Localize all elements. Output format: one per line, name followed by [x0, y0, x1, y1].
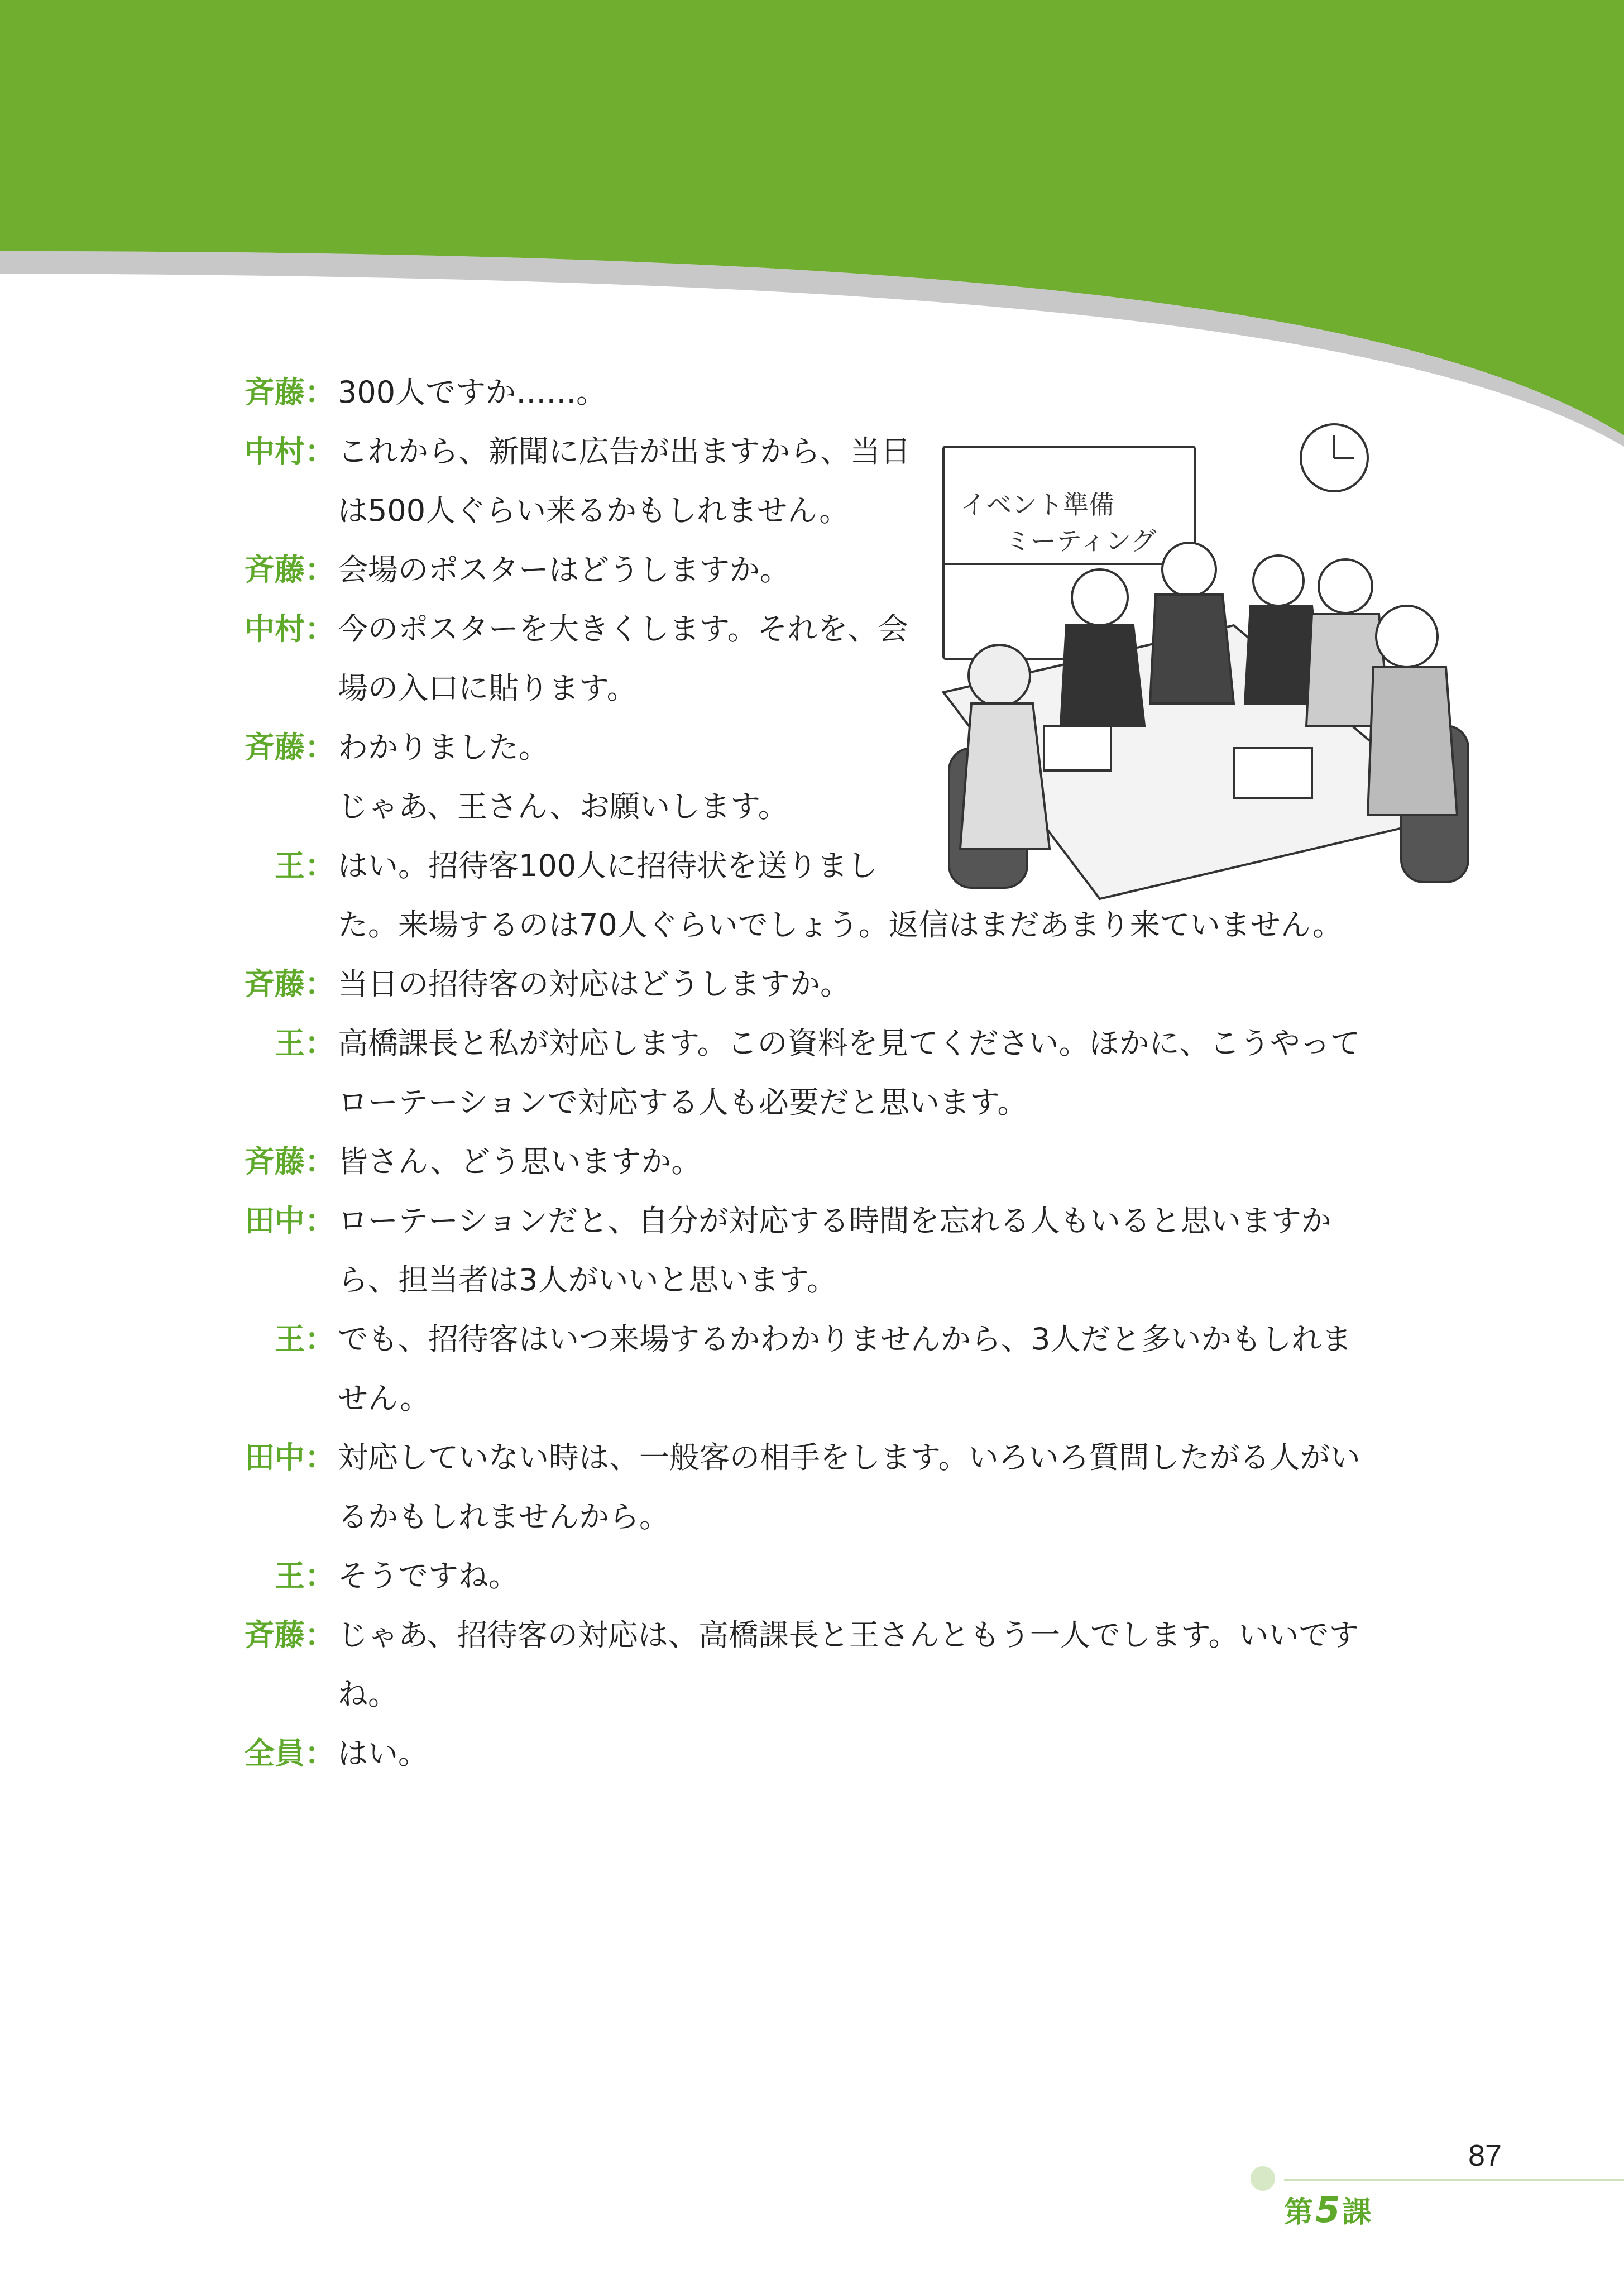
board-title: イベント準備 — [960, 490, 1114, 520]
dialogue-text: 会場のポスターはどうしますか。 — [338, 552, 790, 587]
dialogue-text: 対応していない時は、一般客の相手をします。いろいろ質問したがる人がい — [338, 1440, 1360, 1475]
dialogue-text: ね。 — [338, 1677, 398, 1712]
speaker-name: 中村： — [245, 611, 335, 647]
dialogue-text: じゃあ、招待客の対応は、高橋課長と王さんともう一人でします。いいです — [338, 1617, 1359, 1653]
dialogue-text: 300人ですか……。 — [338, 375, 607, 410]
speaker-name: 斉藤： — [245, 1144, 335, 1179]
dialogue-text: るかもしれませんから。 — [338, 1499, 669, 1534]
dialogue-text: ローテーションで対応する人も必要だと思います。 — [338, 1085, 1028, 1120]
board-subtitle: ミーティング — [1005, 526, 1157, 556]
dialogue-text: せん。 — [338, 1381, 430, 1416]
dialogue-text: はい。招待客100人に招待状を送りまし — [338, 848, 878, 883]
dialogue-text: でも、招待客はいつ来場するかわかりませんから、3人だと多いかもしれま — [338, 1322, 1352, 1357]
speaker-name: 田中： — [245, 1203, 335, 1238]
dialogue-text: 皆さん、どう思いますか。 — [338, 1144, 702, 1179]
footer-dot — [1251, 2166, 1275, 2191]
speaker-name: 田中： — [245, 1440, 335, 1475]
lesson-prefix: 第 — [1284, 2196, 1314, 2229]
dialogue-text: わかりました。 — [338, 730, 549, 765]
speaker-name: 王： — [275, 1558, 335, 1593]
dialogue-text: は500人ぐらい来るかもしれません。 — [338, 493, 850, 528]
dialogue-text: じゃあ、王さん、お願いします。 — [338, 789, 788, 824]
dialogue-text: 当日の招待客の対応はどうしますか。 — [338, 966, 850, 1002]
dialogue-text: た。来場するのは70人ぐらいでしょう。返信はまだあまり来ていません。 — [338, 907, 1343, 942]
dialogue-text: そうですね。 — [338, 1558, 519, 1593]
dialogue-text: これから、新聞に広告が出ますから、当日 — [338, 434, 911, 469]
speaker-name: 斉藤： — [245, 966, 335, 1002]
dialogue-text: ら、担当者は3人がいいと思います。 — [338, 1262, 837, 1298]
lesson-label — [1284, 2189, 1372, 2231]
speaker-name: 斉藤： — [245, 1617, 335, 1653]
speaker-name: 王： — [275, 1322, 335, 1357]
page-number: 87 — [1468, 2139, 1502, 2172]
dialogue-text: ローテーションだと、自分が対応する時間を忘れる人もいると思いますか — [338, 1203, 1331, 1238]
lesson-number: 5 — [1315, 2190, 1340, 2231]
speaker-name: 中村： — [245, 434, 335, 469]
speaker-name: 全員： — [245, 1736, 335, 1771]
speaker-name: 斉藤： — [245, 375, 335, 410]
dialogue-text: 場の入口に貼ります。 — [338, 671, 637, 706]
meeting-illustration — [921, 413, 1474, 916]
lesson-suffix: 課 — [1342, 2196, 1372, 2229]
footer-rule — [1284, 2179, 1624, 2181]
dialogue-text: 今のポスターを大きくします。それを、会 — [338, 611, 908, 647]
dialogue-text: はい。 — [338, 1736, 428, 1771]
speaker-name: 斉藤： — [245, 730, 335, 765]
speaker-name: 斉藤： — [245, 552, 335, 587]
speaker-name: 王： — [275, 848, 335, 883]
speaker-name: 王： — [275, 1026, 335, 1061]
dialogue-text: 高橋課長と私が対応します。この資料を見てください。ほかに、こうやって — [338, 1026, 1360, 1061]
